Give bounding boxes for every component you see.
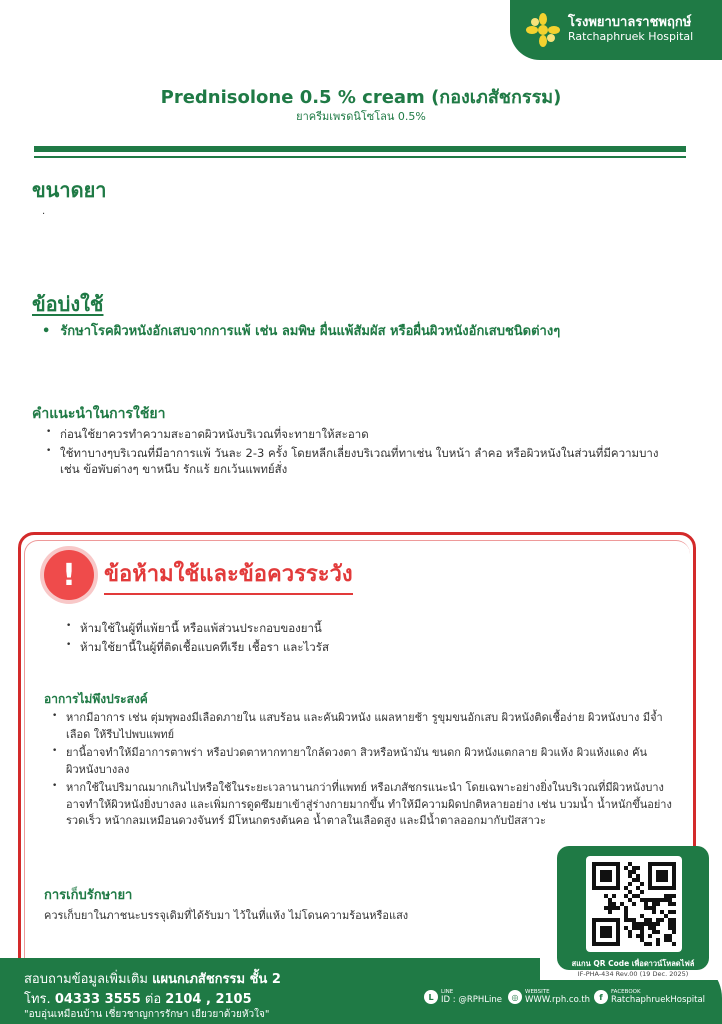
qr-module [660, 918, 664, 922]
qr-module [628, 898, 632, 902]
facebook-icon: f [594, 990, 608, 1004]
qr-module [612, 894, 616, 898]
qr-module [664, 874, 668, 878]
footer-ext-number: 2104 , 2105 [165, 992, 252, 1007]
qr-module [608, 886, 612, 890]
qr-module [660, 870, 664, 874]
qr-module [656, 930, 660, 934]
list-item: • หากมีอาการ เช่น ตุ่มพุพองมีเลือดภายใน แสบร้อน และคันผิวหนัง แผลหายช้า รูขุมขนอักเสบ ผิวหนังติดเชื้อง่าย ผิวหนังบาง มีจ้ำเลือด ให้รีบไปพบแพทย์ [50, 710, 680, 743]
qr-module [668, 910, 672, 914]
qr-module [604, 930, 608, 934]
qr-module [672, 942, 676, 946]
footer-phone [24, 988, 252, 1009]
qr-module [604, 906, 608, 910]
qr-module [608, 918, 612, 922]
qr-module [612, 942, 616, 946]
qr-module [664, 914, 668, 918]
qr-module [628, 862, 632, 866]
qr-module [640, 898, 644, 902]
qr-module [616, 874, 620, 878]
qr-module [668, 902, 672, 906]
qr-module [668, 886, 672, 890]
qr-module [672, 874, 676, 878]
qr-module [652, 902, 656, 906]
divider-thick [34, 146, 686, 152]
qr-module [660, 886, 664, 890]
qr-module [624, 926, 628, 930]
qr-module [612, 902, 616, 906]
qr-module [628, 870, 632, 874]
qr-module [636, 874, 640, 878]
qr-module [616, 878, 620, 882]
list-item: • ก่อนใช้ยาควรทำความสะอาดผิวหนังบริเวณที่จะทายาให้สะอาด [44, 426, 664, 443]
qr-module [648, 926, 652, 930]
qr-module [664, 878, 668, 882]
qr-module [604, 942, 608, 946]
qr-module [624, 866, 628, 870]
qr-module [648, 886, 652, 890]
qr-module [632, 878, 636, 882]
side-effects-heading: อาการไม่พึงประสงค์ [44, 692, 148, 706]
hospital-name-thai: โรงพยาบาลราชพฤกษ์ [568, 15, 692, 31]
drug-subtitle: ยาครีมเพรดนิโซโลน 0.5% [296, 110, 426, 123]
footer-phone-number[interactable]: 04333 3555 [54, 992, 141, 1007]
qr-module [624, 894, 628, 898]
website-label: WEBSITE [525, 989, 550, 995]
facebook-label: FACEBOOK [611, 989, 641, 995]
qr-module [592, 942, 596, 946]
hospital-name-english: Ratchaphruek Hospital [568, 30, 694, 44]
qr-module [636, 866, 640, 870]
storage-heading: การเก็บรักษายา [44, 888, 133, 903]
qr-module [668, 898, 672, 902]
qr-module [600, 878, 604, 882]
qr-module [632, 922, 636, 926]
footer-contact [24, 968, 281, 989]
qr-module [636, 934, 640, 938]
qr-module [624, 914, 628, 918]
qr-module [608, 930, 612, 934]
qr-module [656, 922, 660, 926]
qr-module [656, 938, 660, 942]
qr-module [632, 918, 636, 922]
qr-module [604, 886, 608, 890]
qr-module [632, 902, 636, 906]
qr-module [616, 922, 620, 926]
qr-module [616, 886, 620, 890]
qr-module [608, 942, 612, 946]
qr-module [644, 902, 648, 906]
qr-module [672, 918, 676, 922]
qr-module [616, 942, 620, 946]
qr-module [604, 870, 608, 874]
hospital-header-badge [510, 0, 722, 60]
line-label: LINE [441, 989, 454, 995]
list-item: • ใช้ทาบางๆบริเวณที่มีอาการแพ้ วันละ 2-3 ครั้ง โดยหลีกเลี่ยงบริเวณที่ทาเช่น ใบหน้า ลำคอ หรือผิวหนังในส่วนที่มีความบาง เช่น ข้อพับต่างๆ ขาหนีบ รักแร้ ยกเว้นแพทย์สั่ง [44, 445, 664, 478]
qr-module [592, 886, 596, 890]
qr-module [604, 862, 608, 866]
qr-module [640, 914, 644, 918]
qr-module [616, 882, 620, 886]
footer-slogan: "อบอุ่นเหมือนบ้าน เชี่ยวชาญการรักษา เยียวยาด้วยหัวใจ" [24, 1009, 270, 1020]
form-code: IF-PHA-434 Rev.00 (19 Dec. 2025) [577, 970, 689, 978]
qr-module [644, 942, 648, 946]
qr-module [592, 938, 596, 942]
qr-module [624, 906, 628, 910]
qr-module [656, 886, 660, 890]
qr-module [672, 866, 676, 870]
qr-module [648, 878, 652, 882]
qr-module [632, 866, 636, 870]
qr-module [648, 882, 652, 886]
qr-module [656, 862, 660, 866]
website-url: WWW.rph.co.th [525, 994, 591, 1005]
qr-module [660, 874, 664, 878]
qr-module [612, 906, 616, 910]
qr-module [664, 870, 668, 874]
qr-module [672, 886, 676, 890]
line-contact[interactable] [424, 990, 502, 1005]
qr-module [624, 918, 628, 922]
qr-module [648, 870, 652, 874]
qr-module [648, 906, 652, 910]
indication-item [42, 320, 560, 341]
line-id: ID : @RPHLine [441, 994, 502, 1005]
qr-module [648, 862, 652, 866]
footer-ext-prefix: ต่อ [144, 992, 162, 1007]
qr-module [608, 870, 612, 874]
list-item: • ห้ามใช้ยานี้ในผู้ที่ติดเชื้อแบคทีเรีย เชื้อรา และไวรัส [64, 639, 664, 656]
qr-module [596, 862, 600, 866]
qr-module [636, 878, 640, 882]
facebook-page: RatchaphruekHospital [611, 994, 706, 1005]
side-effects-list [50, 710, 680, 832]
qr-module [604, 918, 608, 922]
contraindication-list [64, 620, 664, 657]
qr-code-icon [592, 862, 676, 946]
qr-module [608, 862, 612, 866]
qr-module [672, 910, 676, 914]
facebook-link[interactable] [594, 990, 705, 1005]
qr-module [632, 870, 636, 874]
qr-module [664, 898, 668, 902]
globe-icon: ◎ [508, 990, 522, 1004]
footer-department: แผนกเภสัชกรรม ชั้น 2 [152, 972, 281, 987]
qr-module [656, 874, 660, 878]
qr-module [640, 926, 644, 930]
qr-module [664, 886, 668, 890]
qr-module [644, 918, 648, 922]
qr-module [600, 934, 604, 938]
qr-module [652, 922, 656, 926]
qr-module [664, 894, 668, 898]
qr-module [640, 938, 644, 942]
qr-module [616, 926, 620, 930]
line-icon: L [424, 990, 438, 1004]
qr-module [616, 930, 620, 934]
qr-module [640, 934, 644, 938]
qr-module [608, 878, 612, 882]
qr-module [628, 874, 632, 878]
qr-module [656, 918, 660, 922]
qr-module [632, 926, 636, 930]
qr-module [648, 898, 652, 902]
qr-module [604, 926, 608, 930]
qr-module [660, 862, 664, 866]
qr-module [660, 878, 664, 882]
qr-module [600, 870, 604, 874]
qr-module [600, 930, 604, 934]
qr-module [592, 930, 596, 934]
qr-module [608, 926, 612, 930]
qr-module [592, 934, 596, 938]
qr-module [620, 902, 624, 906]
qr-module [664, 862, 668, 866]
qr-module [652, 930, 656, 934]
qr-module [644, 922, 648, 926]
qr-code[interactable] [586, 856, 682, 952]
qr-module [616, 866, 620, 870]
qr-module [592, 870, 596, 874]
qr-module [608, 910, 612, 914]
storage-text: ควรเก็บยาในภาชนะบรรจุเดิมที่ได้รับมา ไว้ในที่แห้ง ไม่โดนความร้อนหรือแสง [44, 909, 409, 922]
qr-module [664, 938, 668, 942]
qr-module [628, 890, 632, 894]
qr-module [604, 878, 608, 882]
qr-module [624, 886, 628, 890]
qr-module [640, 882, 644, 886]
qr-module [672, 902, 676, 906]
qr-module [648, 942, 652, 946]
qr-module [628, 882, 632, 886]
qr-module [668, 938, 672, 942]
qr-module [612, 886, 616, 890]
qr-module [660, 910, 664, 914]
qr-module [596, 886, 600, 890]
indication-text: รักษาโรคผิวหนังอักเสบจากการแพ้ เช่น ลมพิษ ผื่นแพ้สัมผัส หรือผื่นผิวหนังอักเสบชนิดต่างๆ [60, 324, 561, 339]
qr-module [656, 898, 660, 902]
qr-module [652, 886, 656, 890]
list-item: • ยานี้อาจทำให้มีอาการตาพร่า หรือปวดตาหากทายาใกล้ดวงตา สิวหรือหน้ามัน ขนดก ผิวหนังแตกลาย ผิวแห้ง ผิวแห้งแดง คัน ผิวหนังบางลง [50, 745, 680, 778]
dosage-item: . [42, 206, 46, 217]
advice-list [44, 426, 664, 480]
qr-module [672, 862, 676, 866]
bullet-icon: • [42, 324, 51, 339]
website-link[interactable] [508, 990, 590, 1005]
qr-module [652, 862, 656, 866]
advice-heading: คำแนะนำในการใช้ยา [32, 406, 166, 422]
qr-module [644, 906, 648, 910]
qr-module [668, 926, 672, 930]
qr-module [648, 866, 652, 870]
qr-module [652, 898, 656, 902]
qr-module [600, 926, 604, 930]
divider-thin [34, 156, 686, 158]
hospital-logo-icon [526, 13, 560, 47]
qr-module [648, 874, 652, 878]
qr-module [668, 862, 672, 866]
dosage-heading: ขนาดยา [32, 178, 107, 202]
qr-module [672, 878, 676, 882]
qr-module [616, 870, 620, 874]
qr-module [636, 894, 640, 898]
qr-module [656, 870, 660, 874]
indications-heading: ข้อบ่งใช้ [32, 292, 104, 316]
qr-module [600, 862, 604, 866]
qr-module [652, 906, 656, 910]
drug-title: Prednisolone 0.5 % cream (กองเภสัชกรรม) [160, 87, 562, 108]
qr-module [592, 874, 596, 878]
qr-module [608, 874, 612, 878]
qr-module [616, 938, 620, 942]
qr-module [648, 922, 652, 926]
qr-module [592, 878, 596, 882]
qr-module [596, 942, 600, 946]
qr-module [624, 910, 628, 914]
qr-module [600, 918, 604, 922]
qr-module [616, 918, 620, 922]
qr-module [632, 894, 636, 898]
qr-module [644, 898, 648, 902]
qr-module [656, 878, 660, 882]
qr-module [668, 894, 672, 898]
qr-module [600, 886, 604, 890]
qr-module [612, 862, 616, 866]
qr-module [592, 922, 596, 926]
qr-module [604, 934, 608, 938]
qr-module [672, 894, 676, 898]
qr-module [648, 934, 652, 938]
qr-module [652, 910, 656, 914]
qr-module [672, 922, 676, 926]
warning-heading: ข้อห้ามใช้และข้อควรระวัง [104, 556, 353, 595]
list-item: • ห้ามใช้ในผู้ที่แพ้ยานี้ หรือแพ้ส่วนประกอบของยานี้ [64, 620, 664, 637]
qr-module [592, 918, 596, 922]
qr-module [636, 922, 640, 926]
qr-module [648, 918, 652, 922]
qr-module [616, 862, 620, 866]
list-item: • หากใช้ในปริมาณมากเกินไปหรือใช้ในระยะเวลานานกว่าที่แพทย์ หรือเภสัชกรแนะนำ โดยเฉพาะอย่างยิ่งในบริเวณที่มีผิวหนังบาง อาจทำให้ผิวหนังยิ่งบางลง และเพิ่มการดูดซึมยาเข้าสู่ร่างกายมากขึ้น ทำให้มีความผิดปกติหลายอย่าง เช่น บวมน้ำ น้ำหนักขึ้นอย่างรวดเร็ว หน้ากลมเหมือนดวงจันทร์ มีโหนกตรงต้นคอ น้ำตาลในเลือดสูง และมีน้ำตาลออกมากับปัสสาวะ [50, 780, 680, 830]
qr-module [592, 882, 596, 886]
qr-module [660, 898, 664, 902]
qr-module [616, 934, 620, 938]
qr-module [604, 874, 608, 878]
qr-module [656, 902, 660, 906]
qr-module [640, 922, 644, 926]
qr-module [608, 934, 612, 938]
footer-contact-prefix: สอบถามข้อมูลเพิ่มเติม [24, 972, 149, 987]
qr-module [672, 926, 676, 930]
qr-module [664, 934, 668, 938]
qr-module [592, 862, 596, 866]
qr-module [608, 906, 612, 910]
qr-caption: สแกน QR Code เพื่อดาวน์โหลดไฟล์ [571, 959, 695, 968]
qr-module [668, 922, 672, 926]
qr-module [612, 918, 616, 922]
qr-module [592, 926, 596, 930]
qr-module [668, 934, 672, 938]
qr-module [636, 886, 640, 890]
qr-module [668, 918, 672, 922]
footer-phone-prefix: โทร. [24, 992, 51, 1007]
qr-module [600, 942, 604, 946]
qr-module [628, 934, 632, 938]
qr-module [640, 890, 644, 894]
qr-module [656, 942, 660, 946]
qr-module [600, 874, 604, 878]
qr-module [652, 926, 656, 930]
qr-module [592, 866, 596, 870]
qr-module [636, 926, 640, 930]
qr-module [604, 894, 608, 898]
qr-module [596, 918, 600, 922]
qr-module [628, 918, 632, 922]
qr-module [608, 902, 612, 906]
qr-module [608, 898, 612, 902]
qr-module [640, 930, 644, 934]
exclamation-icon: ! [44, 550, 94, 600]
qr-module [672, 870, 676, 874]
qr-module [616, 906, 620, 910]
qr-module [672, 882, 676, 886]
qr-module [672, 930, 676, 934]
qr-module [628, 930, 632, 934]
